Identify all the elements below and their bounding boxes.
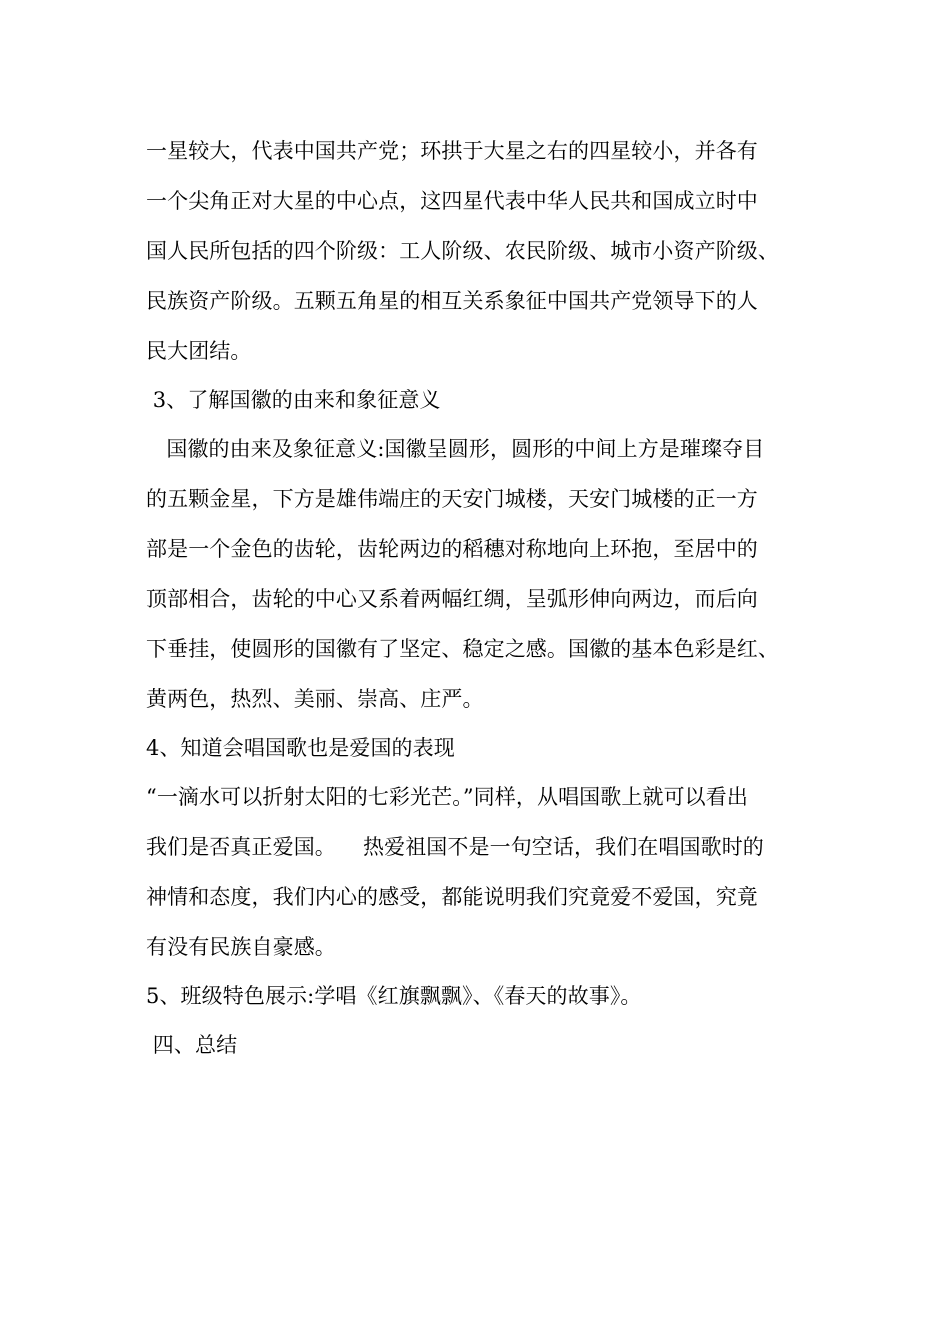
- paragraph-line: 神情和态度，我们内心的感受，都能说明我们究竟爱不爱国，究竟: [146, 885, 758, 909]
- paragraph-line: 民大团结。: [146, 339, 252, 363]
- paragraph-line: 黄两色，热烈、美丽、崇高、庄严。: [146, 687, 484, 711]
- paragraph-line: 我们是否真正爱国。 热爱祖国不是一句空话，我们在唱国歌时的: [146, 835, 764, 859]
- section-heading-4: 4、知道会唱国歌也是爱国的表现: [146, 736, 455, 760]
- paragraph-line: 下垂挂，使圆形的国徽有了坚定、稳定之感。国徽的基本色彩是红、: [146, 637, 779, 661]
- paragraph-line: 国徽的由来及象征意义:国徽呈圆形，圆形的中间上方是璀璨夺目: [146, 437, 765, 461]
- paragraph-line: 国人民所包括的四个阶级：工人阶级、农民阶级、城市小资产阶级、: [146, 239, 779, 263]
- section-heading-5: 5、班级特色展示:学唱《红旗飘飘》、《春天的故事》。: [146, 984, 642, 1008]
- section-heading-summary: 四、总结: [146, 1033, 238, 1057]
- paragraph-line: “一滴水可以折射太阳的七彩光芒。”同样，从唱国歌上就可以看出: [146, 785, 748, 809]
- paragraph-line: 民族资产阶级。五颗五角星的相互关系象征中国共产党领导下的人: [146, 289, 758, 313]
- paragraph-line: 一个尖角正对大星的中心点，这四星代表中华人民共和国成立时中: [146, 189, 758, 213]
- section-heading-3: 3、了解国徽的由来和象征意义: [146, 388, 441, 412]
- paragraph-line: 有没有民族自豪感。: [146, 935, 336, 959]
- paragraph-line: 部是一个金色的齿轮，齿轮两边的稻穗对称地向上环抱，至居中的: [146, 537, 758, 561]
- paragraph-line: 的五颗金星，下方是雄伟端庄的天安门城楼，天安门城楼的正一方: [146, 487, 758, 511]
- paragraph-line: 顶部相合，齿轮的中心又系着两幅红绸，呈弧形伸向两边，而后向: [146, 587, 758, 611]
- paragraph-line: 一星较大，代表中国共产党；环拱于大星之右的四星较小，并各有: [146, 139, 758, 163]
